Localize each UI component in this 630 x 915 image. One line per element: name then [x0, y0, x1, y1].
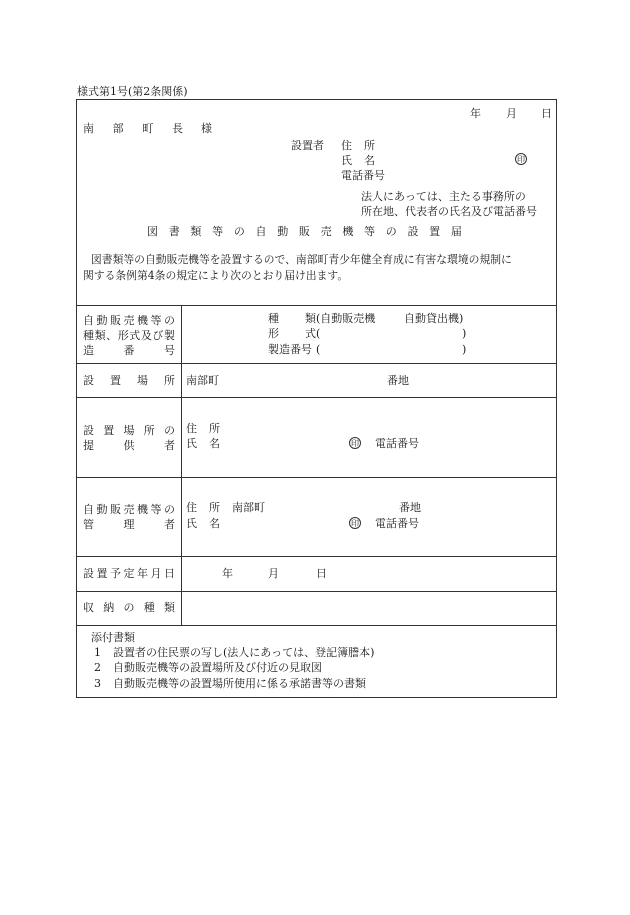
provider-address-field[interactable] — [226, 421, 526, 435]
addressee-honorific: 様 — [201, 122, 212, 135]
installer-address-label: 住 所 — [341, 139, 375, 152]
corporate-note-line2: 所在地、代表者の氏名及び電話番号 — [361, 205, 537, 218]
serial-field[interactable] — [324, 343, 460, 356]
provider-name-label: 氏 名 — [186, 437, 220, 450]
manager-phone-label: 電話番号 — [375, 517, 419, 530]
planned-year: 年 — [222, 567, 233, 580]
row4-label: 自 動 販 売 機 等 の 管 理 者 — [83, 503, 175, 531]
storage-type-field[interactable] — [186, 598, 546, 616]
seal-icon: 印 — [517, 155, 525, 164]
seal-icon: 印 — [351, 439, 359, 448]
addressee: 南 部 町 長 — [83, 122, 183, 135]
serial-paren-open: ( — [316, 343, 321, 356]
manager-town: 南部町 — [232, 501, 265, 514]
date-year: 年 — [470, 107, 481, 120]
provider-phone-label: 電話番号 — [375, 437, 419, 450]
row-divider — [76, 397, 557, 398]
body-text-line2: 関する条例第4条の規定により次のとおり届け出ます。 — [83, 269, 349, 282]
column-divider — [181, 305, 182, 625]
row-divider — [76, 591, 557, 592]
model-paren-close: ) — [462, 327, 467, 340]
model-paren-open: ( — [316, 327, 321, 340]
section-divider — [76, 305, 557, 306]
planned-month: 月 — [268, 567, 279, 580]
installer-phone-label: 電話番号 — [341, 169, 385, 182]
manager-name-label: 氏 名 — [186, 517, 220, 530]
location-field[interactable] — [222, 373, 382, 387]
type-close: 自動貸出機) — [404, 312, 464, 325]
row-divider — [76, 477, 557, 478]
row-divider — [76, 625, 557, 626]
row2-label: 設 置 場 所 — [83, 374, 175, 387]
date-day: 日 — [541, 107, 552, 120]
manager-address-field[interactable] — [272, 500, 394, 514]
attachment-item: 3 自動販売機等の設置場所使用に係る承諾書等の書類 — [94, 677, 366, 690]
attachment-item: 1 設置者の住民票の写し(法人にあっては、登記簿謄本) — [94, 646, 375, 659]
type-label: 種 類 — [268, 312, 316, 325]
model-label: 形 式 — [268, 327, 316, 340]
attachment-item: 2 自動販売機等の設置場所及び付近の見取図 — [94, 661, 322, 674]
serial-paren-close: ) — [462, 343, 467, 356]
manager-address-label: 住 所 — [186, 501, 220, 514]
body-text-line1: 図書類等の自動販売機等を設置するので、南部町青少年健全育成に有害な環境の規制に — [91, 253, 512, 266]
row3-label: 設 置 場 所 の 提 供 者 — [83, 424, 175, 452]
row-divider — [76, 363, 557, 364]
serial-label: 製造番号 — [268, 343, 312, 356]
type-open: (自動販売機 — [316, 312, 376, 325]
corporate-note-line1: 法人にあっては、主たる事務所の — [361, 190, 526, 203]
installer-name-label: 氏 名 — [341, 154, 375, 167]
attachments-heading: 添付書類 — [91, 631, 135, 644]
row5-label: 設 置 予 定 年 月 日 — [83, 567, 175, 580]
manager-name-field[interactable] — [226, 516, 344, 530]
manager-banchi: 番地 — [399, 501, 421, 514]
model-field[interactable] — [324, 327, 460, 340]
installer-label: 設置者 — [291, 139, 324, 152]
provider-address-label: 住 所 — [186, 422, 220, 435]
row1-label: 自 動 販 売 機 等 の 種 類 、 形 式 及 び 製 造 番 号 — [83, 314, 175, 357]
form-reference: 様式第1号(第2条関係) — [77, 85, 188, 98]
seal-icon: 印 — [351, 519, 359, 528]
row6-label: 収 納 の 種 類 — [83, 601, 175, 614]
provider-name-field[interactable] — [226, 436, 344, 450]
location-town: 南部町 — [186, 374, 219, 387]
form-title: 図 書 類 等 の 自 動 販 売 機 等 の 設 置 届 — [147, 225, 462, 238]
row-divider — [76, 556, 557, 557]
date-month: 月 — [506, 107, 517, 120]
planned-day: 日 — [316, 567, 327, 580]
location-banchi: 番地 — [387, 374, 409, 387]
